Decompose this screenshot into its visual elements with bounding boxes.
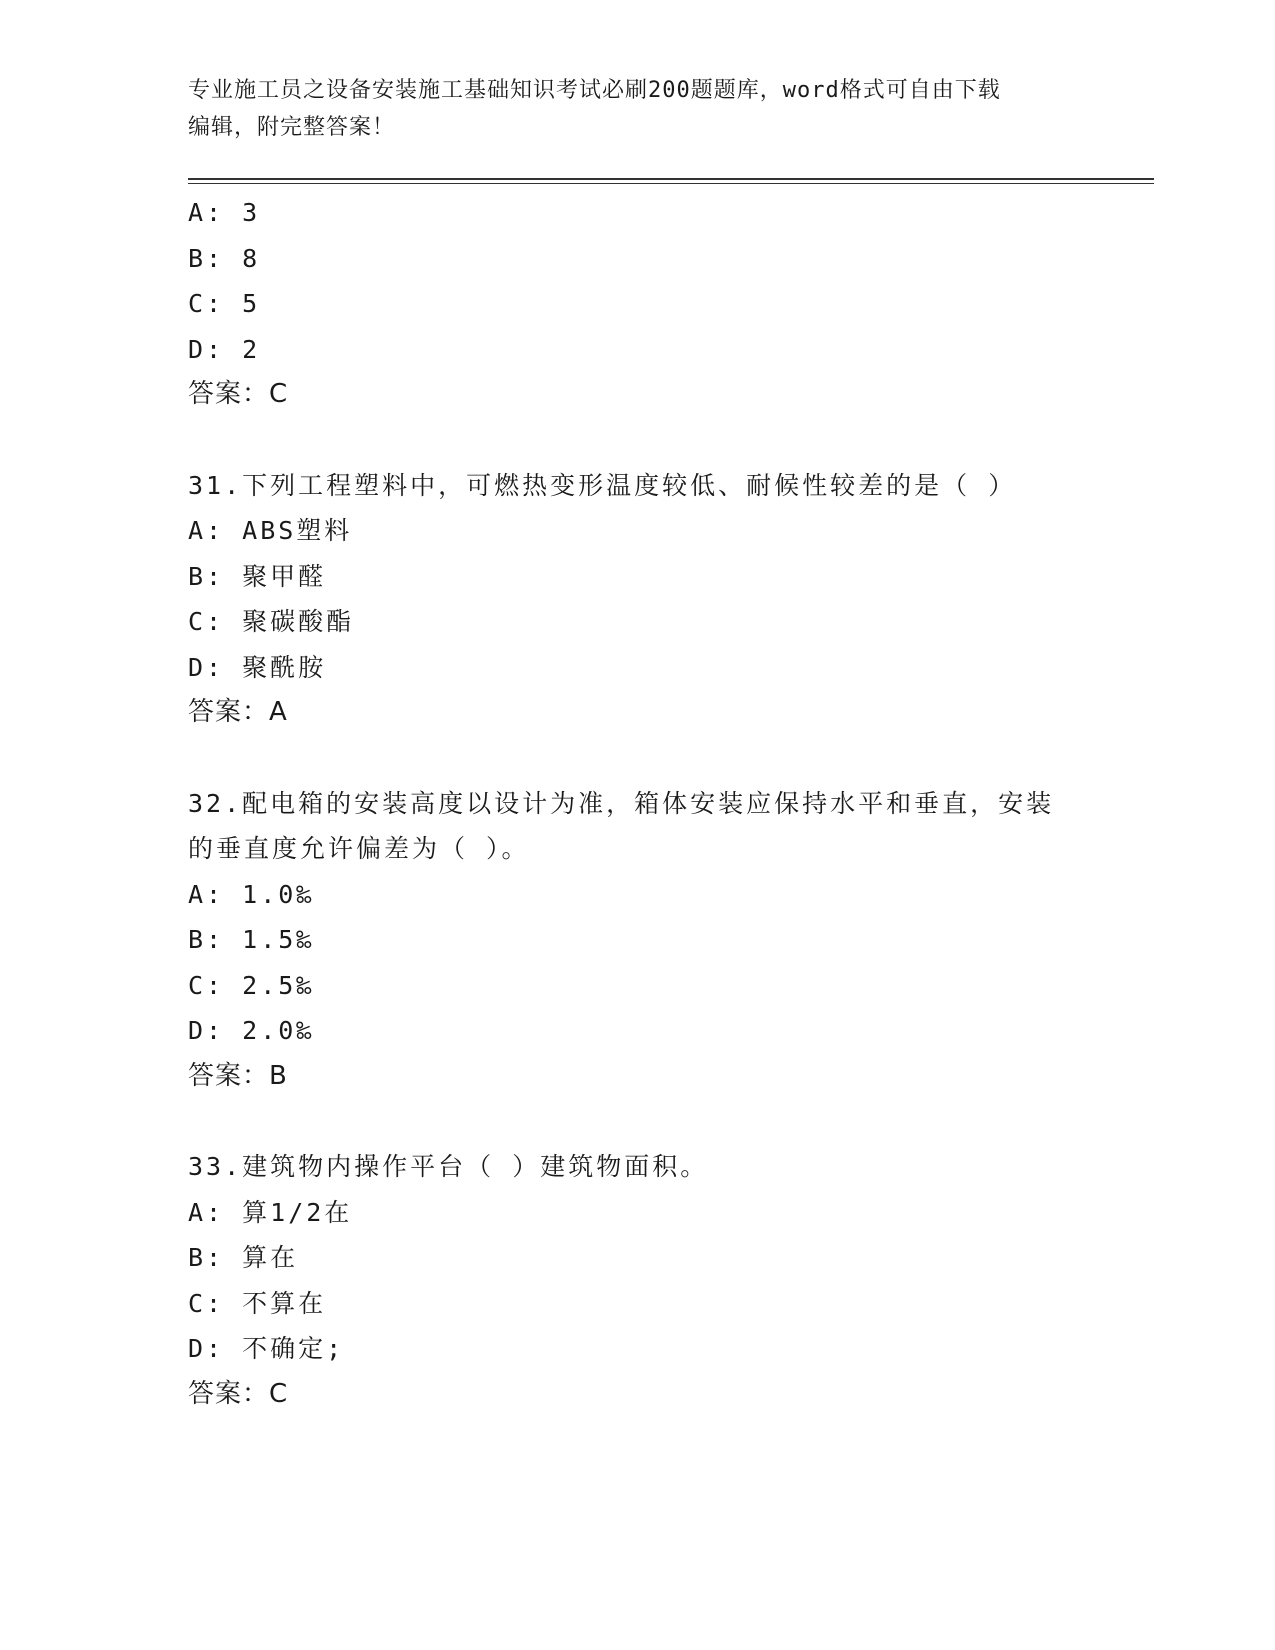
option-a: A: ABS塑料 — [188, 516, 353, 545]
option-c: C: 聚碳酸酯 — [188, 607, 355, 636]
option-c: C: 不算在 — [188, 1288, 327, 1318]
option-b: B: 1.5‰ — [188, 925, 315, 954]
question-text: 31.下列工程塑料中，可燃热变形温度较低、耐候性较差的是（ ） — [188, 470, 1017, 500]
option-d: D: 2 — [188, 334, 261, 364]
option-a: A: 1.0‰ — [188, 879, 315, 909]
option-b: B: 算在 — [188, 1243, 299, 1272]
question-list — [188, 190, 1088, 1417]
question-31 — [188, 463, 1088, 736]
option-a: A: 算1/2在 — [188, 1197, 353, 1227]
question-text: 33.建筑物内操作平台（ ）建筑物面积。 — [188, 1152, 709, 1181]
question-30-tail — [188, 190, 1088, 418]
option-d: D: 2.0‰ — [188, 1016, 315, 1045]
option-c: C: 2.5‰ — [188, 970, 315, 1000]
answer: 答案：C — [188, 379, 289, 409]
answer: 答案：C — [188, 1378, 289, 1409]
option-a: A: 3 — [188, 198, 261, 227]
answer: 答案：A — [188, 697, 288, 727]
question-text: 32.配电箱的安装高度以设计为准，箱体安装应保持水平和垂直，安装 的垂直度允许偏差为（ ）。 — [188, 788, 1055, 863]
option-b: B: 聚甲醛 — [188, 561, 327, 591]
question-33 — [188, 1144, 1088, 1417]
header-divider — [188, 178, 1154, 180]
option-d: D: 聚酰胺 — [188, 652, 327, 682]
document-header: 专业施工员之设备安装施工基础知识考试必刷200题题库，word格式可自由下载 编辑，附完整答案！ — [188, 78, 1001, 140]
option-c: C: 5 — [188, 289, 261, 318]
answer: 答案：B — [188, 1060, 288, 1091]
question-32 — [188, 781, 1088, 1100]
option-d: D: 不确定; — [188, 1334, 345, 1363]
option-b: B: 8 — [188, 243, 261, 273]
header-divider-thin — [188, 183, 1154, 184]
